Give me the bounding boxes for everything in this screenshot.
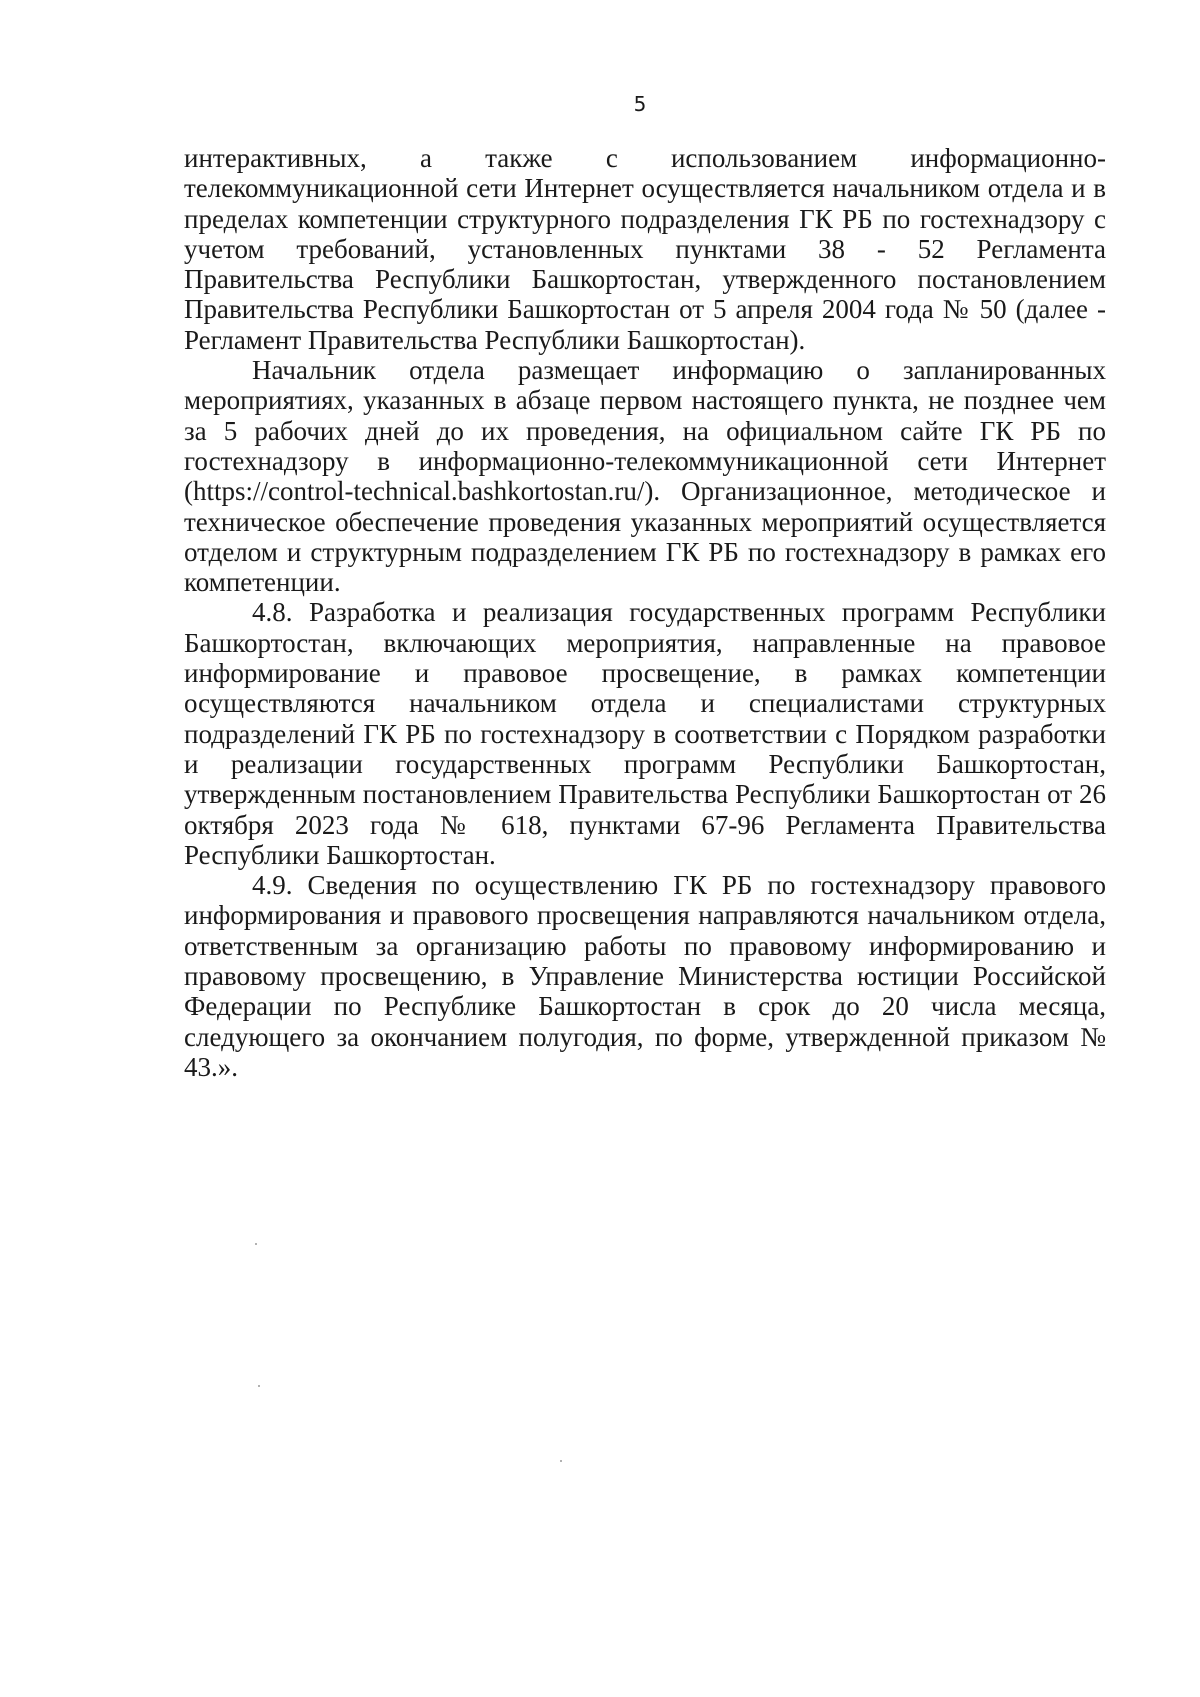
scan-speck [255, 1243, 257, 1245]
paragraph-4-8: 4.8. Разработка и реализация государственных программ Республики Башкортостан, включающих мероприятия, направленные на правовое информирование и правовое просвещение, в рамках компетенции осуществляются начальником отдела и специалистами структурных подразделений ГК РБ по гостехнадзору в соответствии с Порядком разработки и реализации государственных программ Республики Башкортостан, утвержденным постановлением Правительства Республики Башкортостан от 26 октября 2023 года № 618, пунктами 67-96 Регламента Правительства Республики Башкортостан. [184, 597, 1106, 870]
paragraph-events-info: Начальник отдела размещает информацию о запланированных мероприятиях, указанных в абзаце первом настоящего пункта, не позднее чем за 5 рабочих дней до их проведения, на официальном сайте ГК РБ по гостехнадзору в информационно-телекоммуникационной сети Интернет (https://control-technical.bashkortostan.ru/). Организационное, методическое и техническое обеспечение проведения указанных мероприятий осуществляется отделом и структурным подразделением ГК РБ по гостехнадзору в рамках его компетенции. [184, 355, 1106, 598]
document-body [184, 143, 1106, 1082]
paragraph-4-9: 4.9. Сведения по осуществлению ГК РБ по гостехнадзору правового информирования и правового просвещения направляются начальником отдела, ответственным за организацию работы по правовому информированию и правовому просвещению, в Управление Министерства юстиции Российской Федерации по Республике Башкортостан в срок до 20 числа месяца, следующего за окончанием полугодия, по форме, утвержденной приказом № 43.». [184, 870, 1106, 1082]
paragraph-continuation: интерактивных, а также с использованием информационно-телекоммуникационной сети Интернет осуществляется начальником отдела и в пределах компетенции структурного подразделения ГК РБ по гостехнадзору с учетом требований, установленных пунктами 38 - 52 Регламента Правительства Республики Башкортостан, утвержденного постановлением Правительства Республики Башкортостан от 5 апреля 2004 года № 50 (далее - Регламент Правительства Республики Башкортостан). [184, 143, 1106, 355]
scan-speck [258, 1385, 260, 1387]
scan-speck [560, 1460, 562, 1462]
page-number: 5 [633, 92, 647, 116]
